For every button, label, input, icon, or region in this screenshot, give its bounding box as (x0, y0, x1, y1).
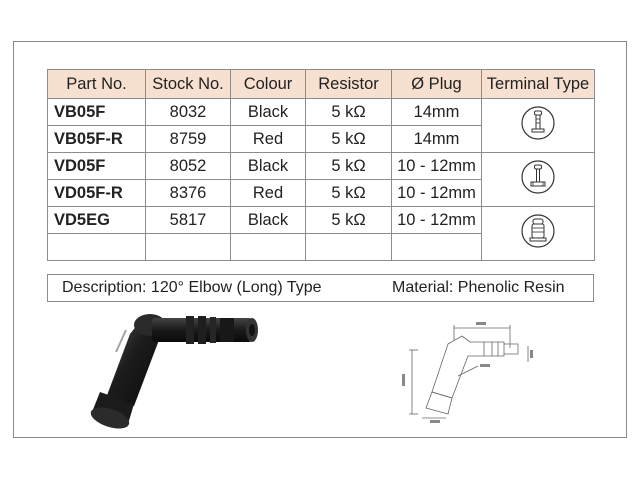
resistor-cell: 5 kΩ (306, 99, 392, 126)
part-no-cell: VD05F (48, 153, 146, 180)
part-no-cell: VD5EG (48, 207, 146, 234)
header-colour: Colour (231, 70, 306, 99)
spec-table (47, 69, 595, 261)
terminal-type-cell (482, 207, 595, 261)
part-no-cell: VD05F-R (48, 180, 146, 207)
table-header-row (48, 70, 595, 99)
stock-no-cell: 8032 (146, 99, 231, 126)
terminal-type-c-icon (518, 211, 558, 251)
plug-cell: 14mm (392, 99, 482, 126)
part-no-cell: VB05F (48, 99, 146, 126)
colour-cell: Black (231, 207, 306, 234)
stock-no-cell: 8052 (146, 153, 231, 180)
colour-cell (231, 234, 306, 261)
resistor-cell (306, 234, 392, 261)
terminal-type-b-icon (518, 157, 558, 197)
dimension-drawing (392, 318, 542, 424)
table-row (48, 153, 595, 180)
spark-plug-cap-photo (86, 312, 266, 432)
resistor-cell: 5 kΩ (306, 207, 392, 234)
header-resistor: Resistor (306, 70, 392, 99)
colour-cell: Black (231, 99, 306, 126)
header-stock-no: Stock No. (146, 70, 231, 99)
plug-cell: 10 - 12mm (392, 180, 482, 207)
table-row (48, 207, 595, 234)
resistor-cell: 5 kΩ (306, 126, 392, 153)
colour-cell: Red (231, 180, 306, 207)
resistor-cell: 5 kΩ (306, 180, 392, 207)
description-bar (47, 274, 594, 302)
stock-no-cell: 5817 (146, 207, 231, 234)
plug-cell: 10 - 12mm (392, 207, 482, 234)
plug-cell: 14mm (392, 126, 482, 153)
table-row (48, 99, 595, 126)
header-part-no: Part No. (48, 70, 146, 99)
header-plug: Ø Plug (392, 70, 482, 99)
plug-cell: 10 - 12mm (392, 153, 482, 180)
plug-cell (392, 234, 482, 261)
terminal-type-a-icon (518, 103, 558, 143)
resistor-cell: 5 kΩ (306, 153, 392, 180)
stock-no-cell: 8376 (146, 180, 231, 207)
terminal-type-cell (482, 99, 595, 153)
stock-no-cell (146, 234, 231, 261)
colour-cell: Black (231, 153, 306, 180)
header-terminal-type: Terminal Type (482, 70, 595, 99)
part-no-cell (48, 234, 146, 261)
colour-cell: Red (231, 126, 306, 153)
description-text: Description: 120° Elbow (Long) Type (62, 279, 322, 296)
material-text: Material: Phenolic Resin (392, 279, 565, 296)
terminal-type-cell (482, 153, 595, 207)
part-no-cell: VB05F-R (48, 126, 146, 153)
stock-no-cell: 8759 (146, 126, 231, 153)
